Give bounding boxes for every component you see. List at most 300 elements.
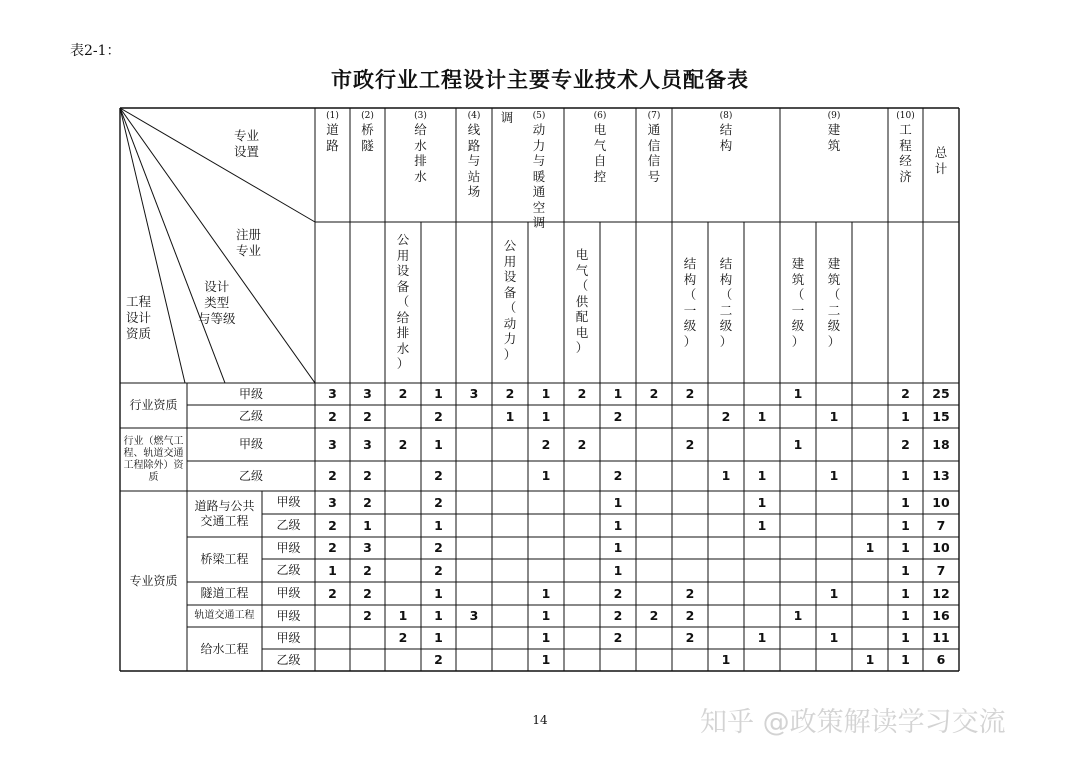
table-cell: 10	[932, 540, 950, 556]
table-cell	[385, 405, 421, 428]
table-cell: 2	[363, 562, 372, 578]
table-cell	[672, 649, 708, 671]
corner-label-line: 与等级	[198, 311, 236, 326]
table-cell: 2	[685, 436, 695, 452]
table-cell	[780, 559, 816, 582]
header-char: 结	[683, 256, 697, 271]
table-cell: 1	[434, 517, 443, 533]
table-cell	[672, 491, 708, 514]
specialty-index: (5)	[532, 111, 546, 121]
table-cell: 1	[757, 494, 767, 510]
table-cell: 1	[901, 585, 910, 601]
specialty-index: (6)	[593, 111, 607, 121]
header-char: ）	[791, 333, 805, 349]
grade-cell: 甲级	[276, 586, 301, 600]
table-cell	[564, 491, 600, 514]
table-cell: 2	[721, 408, 731, 424]
table-cell	[744, 383, 780, 405]
header-char: 电	[575, 247, 589, 262]
table-cell	[780, 514, 816, 537]
table-cell	[636, 491, 672, 514]
table-cell: 3	[469, 386, 479, 402]
subgroup-rail-transit: 轨道交通工程	[194, 609, 255, 621]
corner-label-line: 注册	[236, 227, 262, 242]
header-char: 设	[503, 269, 517, 284]
header-char: （	[683, 287, 697, 302]
header-char: 筑	[791, 271, 805, 287]
registered-structure-2	[708, 256, 744, 349]
table-cell: 2	[685, 630, 695, 646]
table-cell: 1	[793, 386, 803, 402]
header-char: 工	[899, 122, 912, 137]
header-char: （	[503, 300, 517, 315]
table-cell	[708, 514, 744, 537]
table-cell: 3	[363, 436, 372, 452]
table-cell	[636, 514, 672, 537]
table-cell	[456, 582, 492, 605]
table-cell: 2	[685, 608, 695, 624]
grade-cell: 甲级	[238, 437, 263, 451]
grade-cell: 甲级	[238, 386, 263, 401]
table-cell	[528, 514, 564, 537]
header-char: （	[575, 278, 589, 293]
table-cell	[385, 649, 421, 671]
header-char: 建	[791, 256, 805, 271]
header-char: 电	[575, 324, 589, 340]
table-cell	[636, 405, 672, 428]
header-char: 用	[396, 247, 410, 263]
header-char: 动	[503, 315, 517, 331]
header-char: 级	[791, 318, 805, 333]
table-cell	[636, 627, 672, 649]
table-cell	[744, 559, 780, 582]
table-cell: 1	[829, 630, 839, 646]
header-char: 给	[414, 122, 427, 137]
table-cell: 12	[932, 585, 950, 601]
table-cell	[852, 383, 888, 405]
table-cell: 2	[649, 608, 659, 624]
table-cell: 2	[434, 408, 443, 424]
registered-power	[492, 238, 528, 362]
specialty-header-5	[514, 111, 564, 231]
table-cell: 2	[363, 468, 372, 484]
table-cell: 15	[932, 408, 950, 424]
grade-cell: 乙级	[276, 652, 301, 667]
table-cell	[564, 559, 600, 582]
header-char: 配	[575, 309, 589, 324]
table-cell: 2	[541, 436, 551, 452]
header-char: ）	[503, 346, 517, 362]
header-char: （	[396, 294, 410, 309]
specialty-index: (9)	[827, 111, 841, 121]
header-char: 水	[414, 168, 427, 184]
table-cell	[816, 428, 852, 461]
table-cell	[708, 627, 744, 649]
header-char: 筑	[827, 137, 841, 153]
specialty-index: (1)	[326, 111, 339, 121]
header-char: 建	[827, 256, 841, 271]
header-char: 电	[593, 122, 607, 137]
table-cell	[780, 627, 816, 649]
table-cell	[780, 537, 816, 559]
header-char: 场	[467, 184, 481, 199]
header-char: 供	[575, 293, 589, 309]
table-cell	[744, 428, 780, 461]
header-char: 设	[396, 263, 410, 278]
grade-cell: 乙级	[276, 563, 301, 577]
table-cell	[564, 405, 600, 428]
corner-label-design-type	[198, 279, 236, 327]
table-cell	[636, 537, 672, 559]
subgroup-tunnel: 隧道工程	[200, 586, 249, 600]
specialty-header-total	[923, 145, 959, 176]
specialty-header-6	[564, 111, 636, 184]
specialty-index: (8)	[719, 111, 733, 121]
header-char: ）	[575, 340, 589, 355]
table-cell	[315, 605, 350, 627]
header-char: 通	[532, 184, 546, 199]
table-cell: 1	[721, 468, 731, 484]
grade-cell: 甲级	[276, 630, 301, 645]
header-char: 路	[326, 137, 339, 153]
table-cell	[852, 491, 888, 514]
table-cell: 1	[721, 652, 731, 668]
table-cell: 2	[649, 386, 659, 402]
grade-cell: 甲级	[276, 540, 301, 555]
header-char: 构	[719, 137, 733, 153]
table-cell: 1	[901, 652, 910, 668]
table-cell	[492, 582, 528, 605]
specialty-index: (2)	[361, 111, 374, 121]
header-char: 济	[899, 168, 912, 184]
header-char: 公	[503, 238, 517, 253]
table-cell	[852, 514, 888, 537]
header-char: （	[827, 287, 841, 302]
header-char: 气	[593, 137, 607, 153]
header-char: 调	[532, 215, 546, 230]
table-cell	[708, 491, 744, 514]
table-cell: 10	[932, 494, 950, 510]
table-cell: 2	[434, 468, 443, 484]
table-cell	[852, 405, 888, 428]
table-cell: 1	[541, 608, 551, 624]
header-char: ）	[396, 356, 410, 371]
grade-cell: 甲级	[276, 495, 301, 509]
header-char: 线	[467, 122, 481, 137]
header-char: 暖	[532, 168, 546, 184]
header-char: 二	[719, 302, 733, 318]
header-char: 级	[683, 318, 697, 333]
table-cell	[708, 537, 744, 559]
header-char: 桥	[361, 122, 374, 137]
table-cell	[350, 627, 385, 649]
table-cell: 2	[434, 494, 443, 510]
table-cell: 13	[932, 468, 950, 484]
table-cell	[564, 514, 600, 537]
table-cell	[528, 491, 564, 514]
table-cell	[492, 537, 528, 559]
header-char: 构	[683, 271, 697, 287]
table-cell	[350, 649, 385, 671]
table-cell: 2	[901, 386, 910, 402]
header-char: 给	[396, 309, 410, 325]
table-cell	[744, 537, 780, 559]
table-cell: 1	[541, 386, 551, 402]
table-cell: 2	[613, 608, 623, 624]
table-cell	[456, 537, 492, 559]
table-cell: 1	[541, 652, 551, 668]
table-cell	[708, 383, 744, 405]
table-cell: 2	[363, 585, 372, 601]
table-cell	[564, 582, 600, 605]
table-cell	[636, 649, 672, 671]
table-cell	[852, 582, 888, 605]
table-cell: 7	[936, 517, 946, 533]
registered-architecture-2	[816, 256, 852, 349]
table-cell: 2	[685, 386, 695, 402]
table-cell	[528, 537, 564, 559]
specialty-header-prefix: 调	[500, 110, 514, 126]
subgroup-bridge: 桥梁工程	[200, 552, 249, 566]
table-cell: 2	[613, 630, 623, 646]
header-char: 站	[467, 168, 481, 184]
watermark: 知乎 @政策解读学习交流	[700, 707, 1006, 738]
registered-structure-1	[672, 256, 708, 349]
table-cell	[564, 537, 600, 559]
header-char: 级	[719, 318, 733, 333]
header-char: 控	[593, 168, 607, 184]
table-cell	[672, 461, 708, 491]
header-char: 结	[719, 122, 733, 137]
header-char: 隧	[361, 137, 374, 153]
table-cell: 2	[328, 540, 337, 556]
page-title: 市政行业工程设计主要专业技术人员配备表	[331, 67, 749, 92]
table-cell	[744, 582, 780, 605]
table-cell: 2	[901, 436, 910, 452]
table-cell: 2	[434, 540, 443, 556]
header-char: 建	[827, 122, 841, 137]
table-cell: 1	[865, 652, 875, 668]
table-cell	[744, 605, 780, 627]
specialty-header-8	[672, 111, 780, 153]
table-cell: 1	[505, 408, 515, 424]
header-char: 路	[467, 137, 481, 153]
table-cell	[744, 649, 780, 671]
table-cell: 1	[901, 540, 910, 556]
header-char: 一	[791, 302, 805, 318]
corner-label-line: 工程	[126, 294, 152, 309]
table-cell: 1	[829, 585, 839, 601]
header-char: 构	[719, 271, 733, 287]
corner-label-line: 设置	[234, 144, 260, 159]
table-cell	[600, 428, 636, 461]
table-cell	[636, 461, 672, 491]
header-char: 公	[396, 232, 410, 247]
corner-label-line: 设计	[126, 310, 152, 325]
table-cell	[456, 649, 492, 671]
header-char: ）	[683, 333, 697, 349]
grade-cell: 乙级	[238, 468, 263, 483]
header-char: 与	[467, 153, 481, 168]
table-cell	[780, 405, 816, 428]
table-cell: 2	[685, 585, 695, 601]
table-cell	[492, 428, 528, 461]
table-cell	[492, 461, 528, 491]
header-char: 力	[503, 331, 517, 346]
table-cell: 2	[613, 408, 623, 424]
table-cell: 2	[434, 562, 443, 578]
header-char: 经	[899, 153, 912, 168]
header-char: 空	[532, 199, 546, 215]
table-cell	[636, 559, 672, 582]
table-cell	[456, 405, 492, 428]
table-cell	[636, 428, 672, 461]
header-char: 备	[396, 278, 410, 294]
table-cell: 1	[613, 386, 623, 402]
table-cell: 1	[541, 468, 551, 484]
table-cell	[456, 514, 492, 537]
table-cell: 2	[398, 436, 408, 452]
header-char: （	[791, 287, 805, 302]
table-cell	[780, 649, 816, 671]
table-cell	[780, 461, 816, 491]
table-cell	[492, 491, 528, 514]
table-cell: 1	[434, 436, 443, 452]
specialty-index: (7)	[647, 111, 661, 121]
table-cell	[816, 605, 852, 627]
header-char: 排	[396, 325, 410, 340]
table-cell	[456, 461, 492, 491]
table-cell	[852, 428, 888, 461]
header-char: 一	[683, 302, 697, 318]
table-cell	[528, 559, 564, 582]
table-cell	[780, 491, 816, 514]
caption: 表2-1：	[70, 43, 121, 59]
header-char: 计	[934, 160, 948, 176]
table-cell	[564, 649, 600, 671]
table-cell	[456, 559, 492, 582]
table-cell: 1	[328, 562, 337, 578]
table-cell	[564, 461, 600, 491]
table-cell	[385, 537, 421, 559]
table-cell: 1	[434, 630, 443, 646]
table-cell: 11	[932, 630, 950, 646]
header-char: 信	[647, 137, 661, 153]
specialty-index: (4)	[467, 111, 481, 121]
row-group-specialty: 专业资质	[129, 573, 178, 588]
header-char: 级	[827, 318, 841, 333]
table-cell	[708, 428, 744, 461]
table-cell	[816, 383, 852, 405]
table-cell	[672, 405, 708, 428]
page-number: 14	[532, 713, 548, 727]
table-cell	[672, 559, 708, 582]
header-char: ）	[719, 333, 733, 349]
table-cell: 1	[793, 436, 803, 452]
specialty-index: (3)	[414, 111, 427, 121]
table-cell	[456, 627, 492, 649]
registered-architecture-1	[780, 256, 816, 349]
table-cell: 1	[757, 408, 767, 424]
subgroup-water-supply: 给水工程	[200, 641, 249, 656]
table-cell: 7	[936, 562, 946, 578]
table-cell: 2	[363, 494, 372, 510]
table-cell: 3	[328, 494, 337, 510]
table-cell: 1	[901, 517, 910, 533]
table-cell: 1	[901, 562, 910, 578]
table-cell	[852, 627, 888, 649]
table-cell: 1	[613, 562, 623, 578]
table-cell: 25	[932, 386, 950, 402]
header-char: 二	[827, 302, 841, 318]
table-cell: 1	[901, 608, 910, 624]
grade-cell: 乙级	[276, 518, 301, 532]
table-cell	[708, 559, 744, 582]
table-cell: 16	[932, 608, 950, 624]
header-char: 自	[593, 153, 607, 168]
table-cell	[315, 649, 350, 671]
corner-diagonal	[120, 108, 315, 222]
table-cell: 1	[757, 517, 767, 533]
specialty-header-3	[385, 111, 456, 184]
table-cell	[780, 582, 816, 605]
table-cell: 1	[613, 540, 623, 556]
header-char: 水	[414, 137, 427, 153]
table-cell: 1	[434, 608, 443, 624]
header-char: 水	[396, 340, 410, 356]
table-cell	[385, 491, 421, 514]
table-cell	[816, 649, 852, 671]
header-char: 排	[414, 153, 427, 168]
table-cell: 2	[577, 386, 587, 402]
table-cell	[385, 582, 421, 605]
table-cell: 1	[757, 468, 767, 484]
corner-label-registered	[236, 227, 261, 259]
header-char: 备	[503, 284, 517, 300]
table-cell	[385, 461, 421, 491]
table-cell	[816, 537, 852, 559]
table-cell: 18	[932, 436, 950, 452]
table-cell	[852, 461, 888, 491]
table-cell	[492, 559, 528, 582]
table-cell	[600, 649, 636, 671]
header-char: 结	[719, 256, 733, 271]
table-cell: 1	[901, 494, 910, 510]
specialty-header-9	[780, 111, 888, 153]
table-cell: 3	[469, 608, 479, 624]
specialty-header-1	[315, 111, 350, 153]
table-cell: 2	[328, 585, 337, 601]
header-char: 用	[503, 253, 517, 269]
table-cell	[708, 582, 744, 605]
table-cell: 2	[613, 585, 623, 601]
table-cell	[385, 559, 421, 582]
table-cell: 2	[577, 436, 587, 452]
table-cell: 1	[541, 630, 551, 646]
table-cell	[456, 491, 492, 514]
corner-label-line: 设计	[204, 279, 230, 294]
corner-label-line: 专业	[236, 243, 262, 258]
table-cell: 1	[829, 408, 839, 424]
header-char: 力	[532, 137, 546, 153]
table-cell	[564, 605, 600, 627]
table-cell: 1	[793, 608, 803, 624]
table-cell	[852, 559, 888, 582]
table-cell	[672, 537, 708, 559]
header-char: 号	[647, 168, 661, 184]
table-cell: 1	[865, 540, 875, 556]
row-group-industry: 行业资质	[129, 398, 178, 412]
